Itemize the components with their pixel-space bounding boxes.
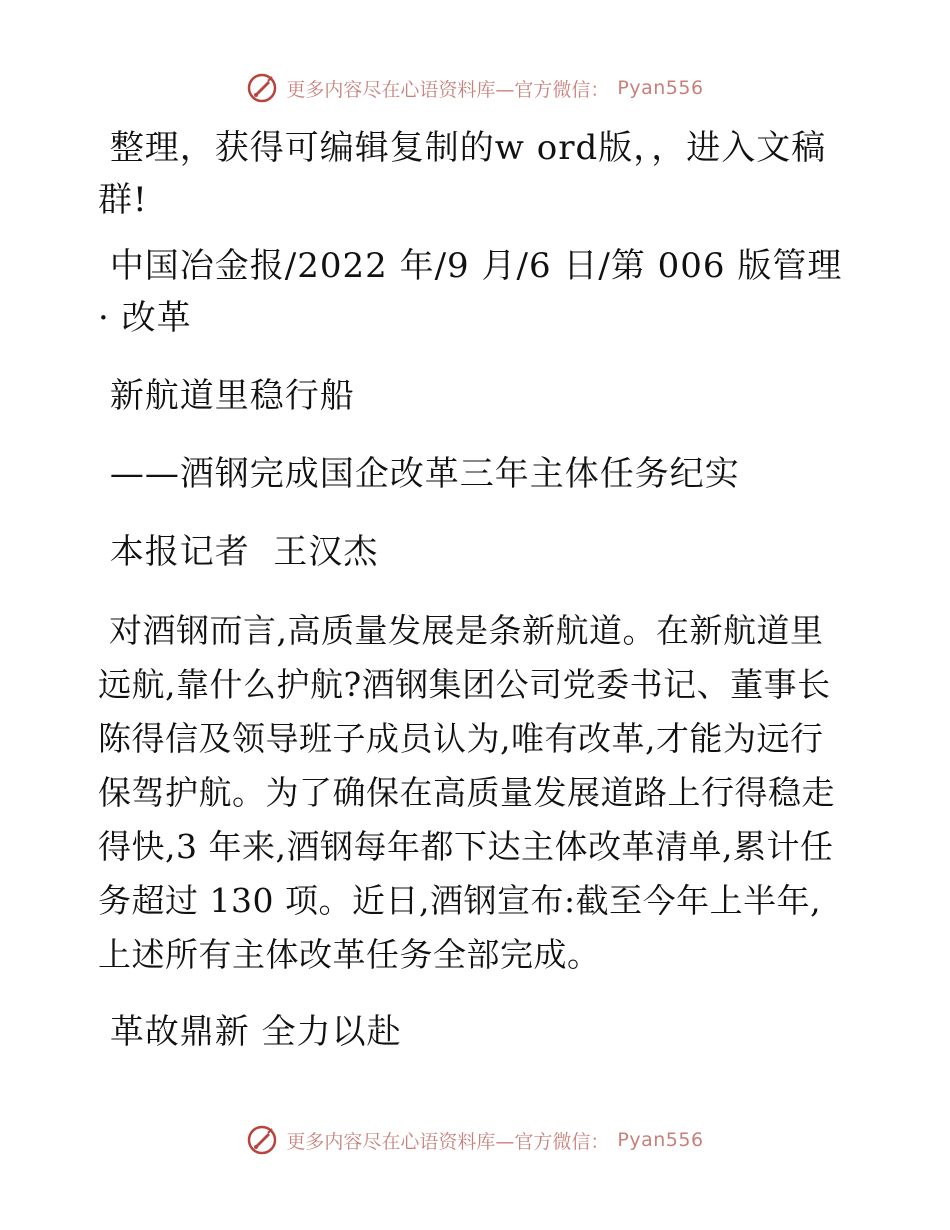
brush-pen-logo-icon bbox=[246, 1124, 278, 1156]
article-title: 新航道里稳行船 bbox=[98, 376, 355, 416]
header-watermark bbox=[0, 72, 950, 104]
document-body bbox=[98, 122, 855, 1058]
byline: 本报记者 王汉杰 bbox=[98, 532, 379, 572]
footer-watermark bbox=[0, 1124, 950, 1156]
watermark-text: 更多内容尽在心语资料库—官方微信： bbox=[286, 78, 610, 101]
article-subtitle: ——酒钢完成国企改革三年主体任务纪实 bbox=[98, 454, 740, 494]
intro-paragraph: 整理，获得可编辑复制的w ord版，，进入文稿群! bbox=[98, 128, 827, 220]
source-line: 中国冶金报/2022 年/9 月/6 日/第 006 版管理 · 改革 bbox=[98, 246, 855, 338]
watermark-wechat-id: Pyan556 bbox=[617, 77, 704, 99]
body-paragraph: 对酒钢而言,高质量发展是条新航道。在新航道里远航,靠什么护航?酒钢集团公司党委书记、董事长陈得信及领导班子成员认为,唯有改革,才能为远行保驾护航。为了确保在高质量发展道路上行得稳走得快,3 年来,酒钢每年都下达主体改革清单,累计任务超过 130 项。近日,酒钢宣布:截至今年上半年,上述所有主体改革任务全部完成。 bbox=[98, 611, 835, 974]
brush-pen-logo-icon bbox=[246, 72, 278, 104]
watermark-text: 更多内容尽在心语资料库—官方微信： bbox=[286, 1130, 610, 1153]
section-heading: 革故鼎新 全力以赴 bbox=[98, 1012, 402, 1052]
watermark-wechat-id: Pyan556 bbox=[617, 1129, 704, 1151]
